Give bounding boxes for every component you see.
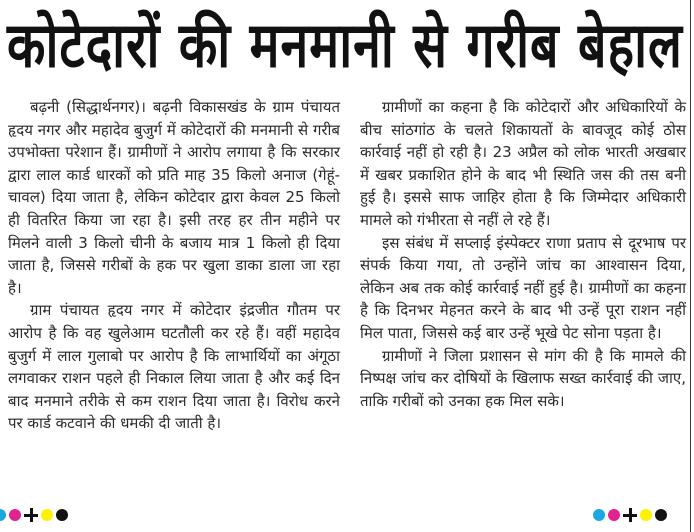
magenta-dot-icon xyxy=(9,509,21,521)
registration-marks-right xyxy=(593,508,667,522)
article-paragraph: ग्रामीणों का कहना है कि कोटेदारों और अधिकारियों के बीच सांठगांठ के चलते शिकायतों के बावजूद कोई ठोस कार्रवाई नहीं हो रही है। 23 अप्रैल को लोक भारती अखबार में खबर प्रकाशित होने के बाद भी स्थिति जस की तस बनी हुई है। इससे साफ जाहिर होता है कि जिम्मेदार अधिकारी मामले को गंभीरता से नहीं ले रहे हैं। xyxy=(360,98,686,229)
registration-marks-left xyxy=(0,508,68,522)
black-dot-icon xyxy=(655,509,667,521)
article-column-right xyxy=(360,96,686,412)
article-paragraph: ग्राम पंचायत हृदय नगर में कोटेदार इंद्रजीत गौतम पर आरोप है कि वह खुलेआम घटतौली कर रहे हैं। वहीं महादेव बुजुर्ग में लाल गुलाबो पर आरोप है कि लाभार्थियों का अंगूठा लगवाकर राशन पहले ही निकाल लिया जाता है और कई दिन बाद मनमाने तरीके से कम राशन दिया जाता है। विरोध करने पर कार्ड कटवाने की धमकी दी जाती है। xyxy=(8,301,340,433)
magenta-dot-icon xyxy=(608,509,620,521)
headline: कोटेदारों की मनमानी से गरीब बेहाल xyxy=(7,8,683,82)
cyan-dot-icon xyxy=(593,509,605,521)
article-paragraph: ग्रामीणों ने जिला प्रशासन से मांग की है कि मामले की निष्पक्ष जांच कर दोषियों के खिलाफ सख्त कार्रवाई की जाए, ताकि गरीबों को उनका हक मिल सके। xyxy=(360,346,686,410)
yellow-dot-icon xyxy=(41,509,53,521)
article-paragraph: इस संबंध में सप्लाई इंस्पेक्टर राणा प्रताप से दूरभाष पर संपर्क किया गया, तो उन्होंने जांच का आश्वासन दिया, लेकिन अब तक कोई कार्रवाई नहीं हुई है। ग्रामीणों का कहना है कि दिनभर मेहनत करने के बाद भी उन्हें पूरा राशन नहीं मिल पाता, जिससे कई बार उन्हें भूखे पेट सोना पड़ता है। xyxy=(360,233,686,342)
article-column-left xyxy=(8,96,340,435)
page-edge-rule xyxy=(690,0,691,532)
crosshair-plus-icon xyxy=(24,508,38,522)
yellow-dot-icon xyxy=(640,509,652,521)
crosshair-plus-icon xyxy=(623,508,637,522)
cyan-dot-icon xyxy=(0,509,6,521)
article-paragraph: बढ़नी (सिद्धार्थनगर)। बढ़नी विकासखंड के ग्राम पंचायत हृदय नगर और महादेव बुजुर्ग में कोटेदारों की मनमानी से गरीब उपभोक्ता परेशान हैं। ग्रामीणों ने आरोप लगाया है कि सरकार द्वारा लाल कार्ड धारकों को प्रति माह 35 किलो अनाज (गेहूं-चावल) दिया जाता है, लेकिन कोटेदार द्वारा केवल 25 किलो ही वितरित किया जा रहा है। इसी तरह हर तीन महीने पर मिलने वाली 3 किलो चीनी के बजाय मात्र 1 किलो ही दिया जाता है, जिससे गरीबों के हक पर खुला डाका डाला जा रहा है। xyxy=(8,98,340,297)
black-dot-icon xyxy=(56,509,68,521)
